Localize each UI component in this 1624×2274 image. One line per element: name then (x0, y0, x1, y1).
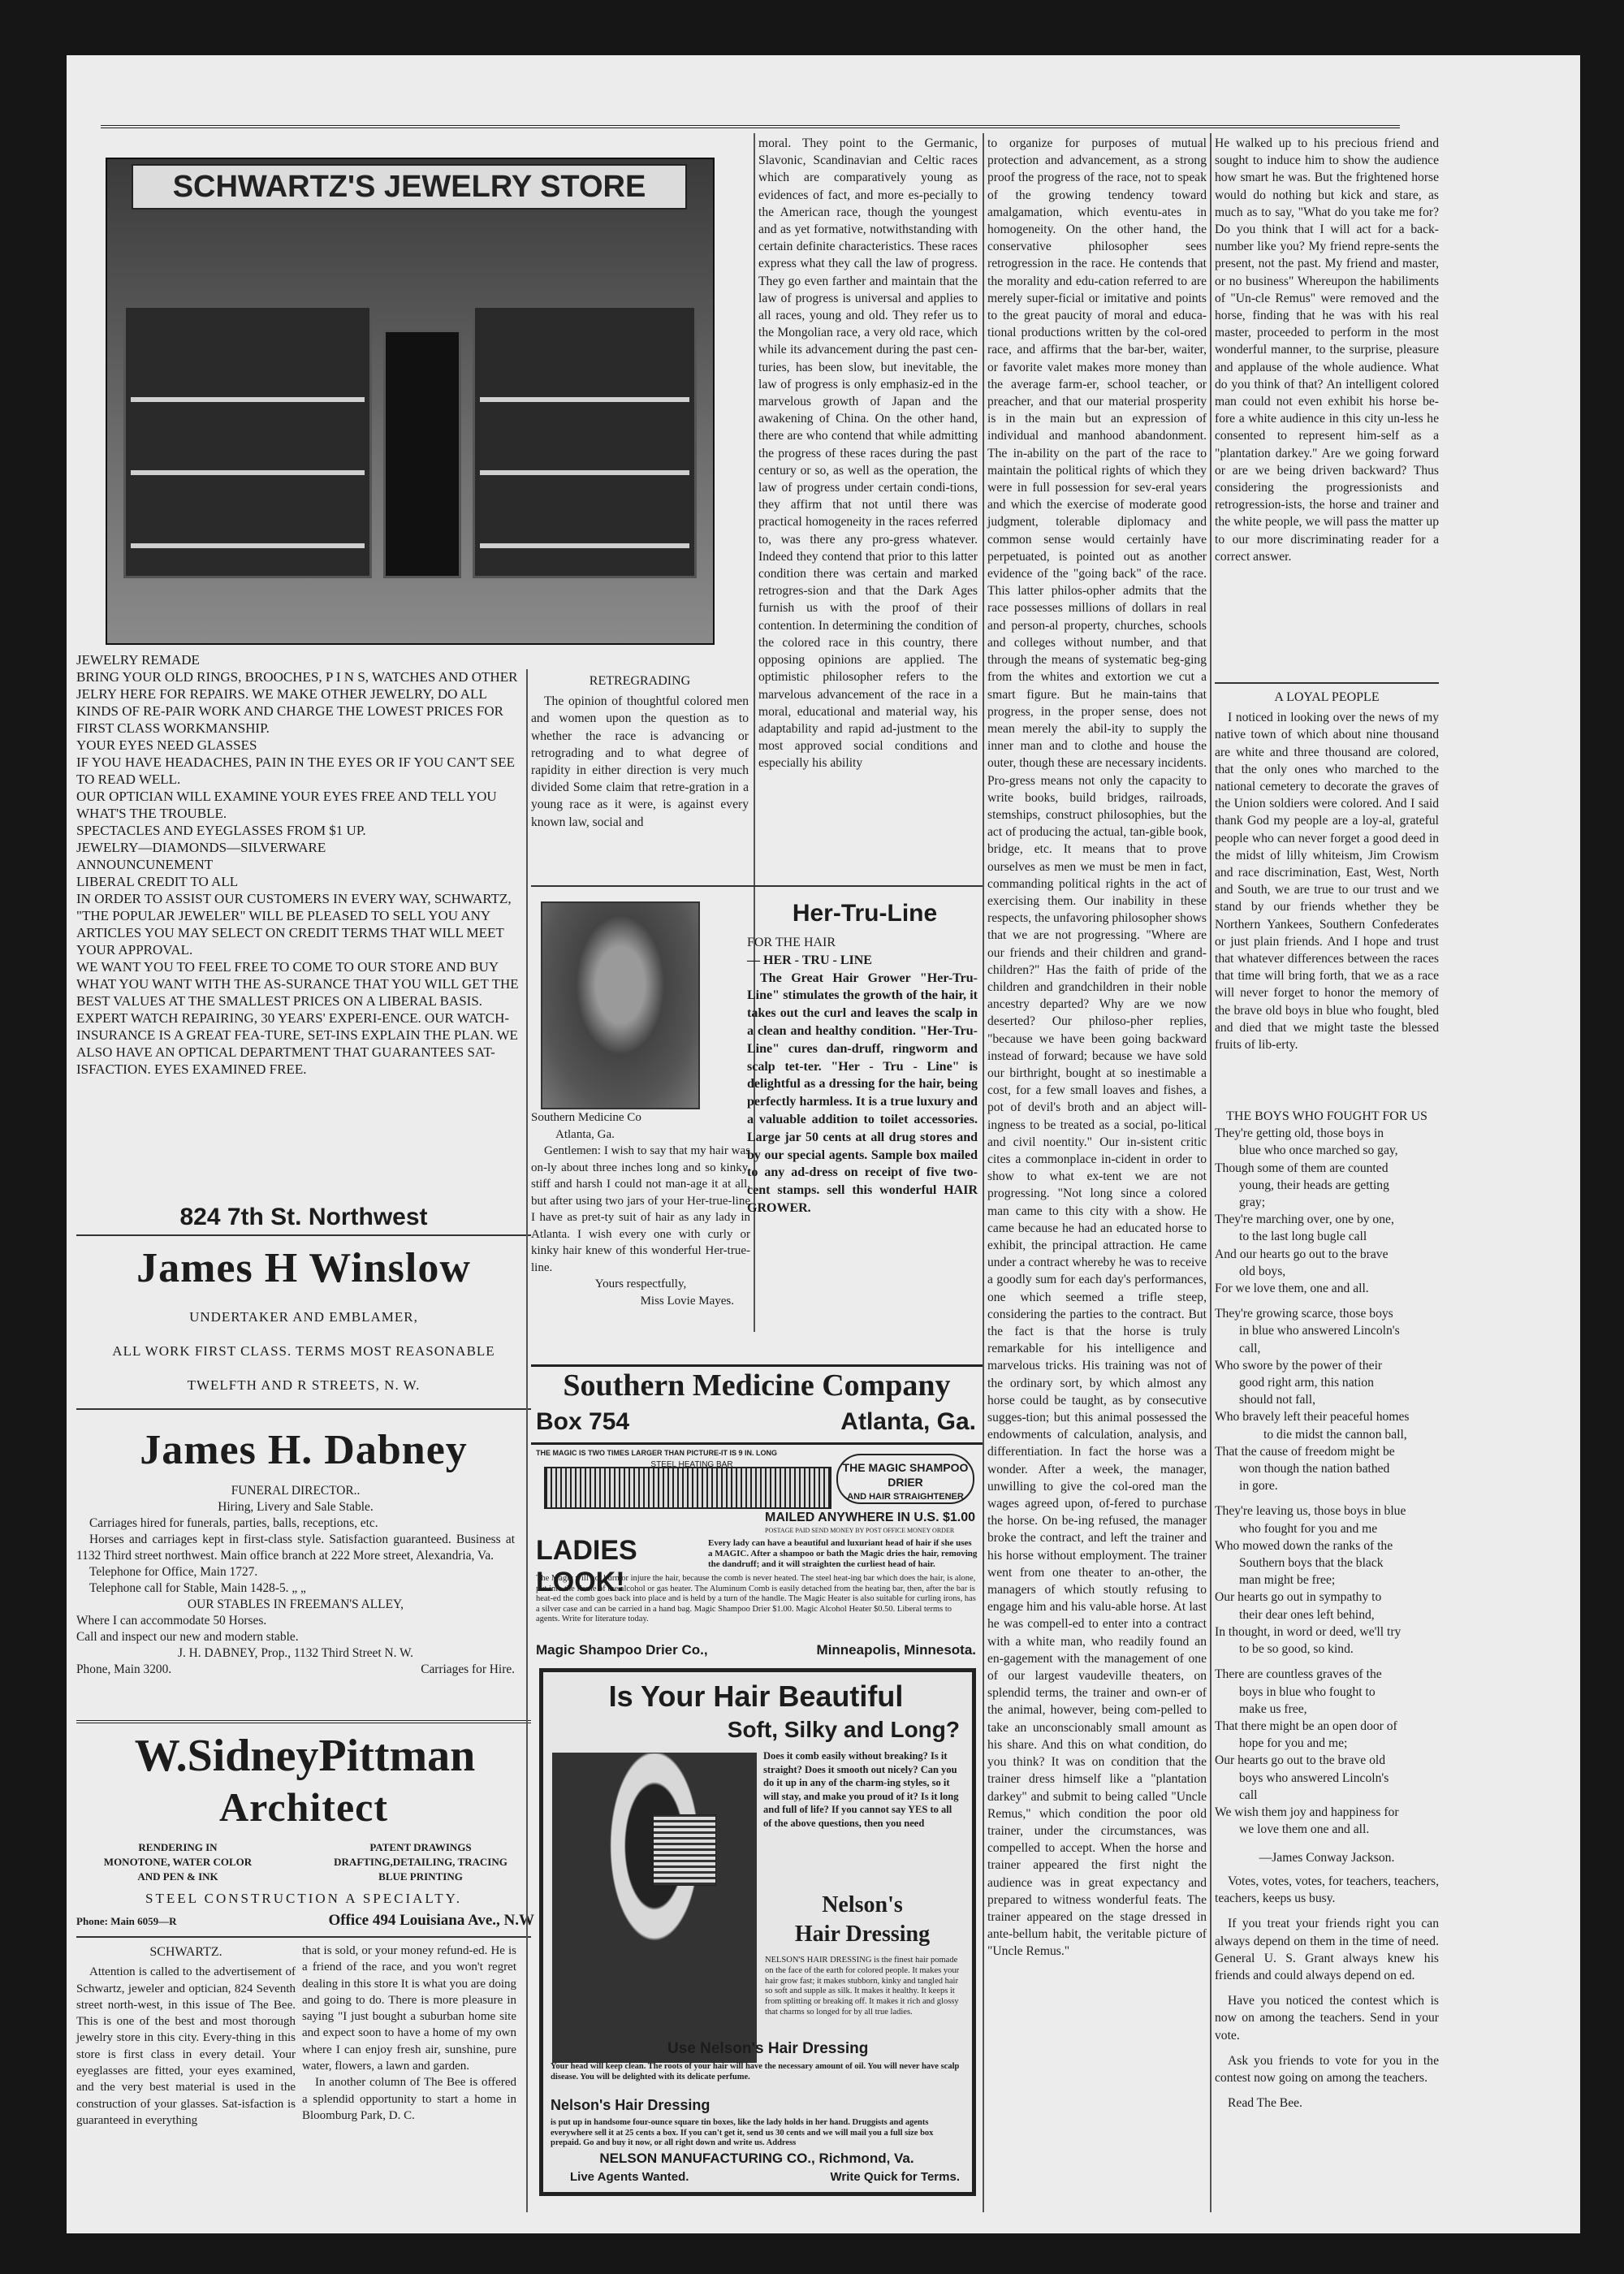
retrograding-col2 (758, 135, 978, 877)
dabney-ad (76, 1483, 515, 1718)
dabney-l6: OUR STABLES IN FREEMAN'S ALLEY, (188, 1597, 404, 1611)
poem-line: And our hearts go out to the brave (1215, 1247, 1389, 1261)
hertruline-body (747, 934, 978, 1332)
divider (531, 885, 983, 887)
winslow-name: James H Winslow (136, 1245, 471, 1291)
hertruline-body-text: The Great Hair Grower "Her-Tru-Line" stimulates the growth of the hair, it takes out the curl and leaves the scalp in a clean and healthy condition. "Her-Tru-Line" cures dan-druff, ringworm and scalp tet-ter. "Her - Tru - Line" is delightful as a dressing for the hair, being perfectly harmless. It is a true luxury and a valuable addition to toilet accessories. Large jar 50 cents at all drug stores and by our special agents. Sample box mailed to any ad-dress on receipt of five two-cent stamps. sell this wonderful HAIR GROWER. (747, 971, 978, 1215)
poem-line (1215, 1494, 1439, 1502)
divider (76, 1936, 531, 1938)
divider (531, 1364, 983, 1367)
poem-line: good right arm, this nation (1239, 1376, 1374, 1390)
poem-line: Southern boys that the black (1239, 1556, 1384, 1571)
dabney-l5: Telephone call for Stable, Main 1428-5. „ „ (89, 1581, 306, 1595)
column-rule (983, 133, 984, 2212)
jewelry-line: JEWELRY REMADE (76, 652, 200, 668)
magic-mailed: MAILED ANYWHERE IN U.S. $1.00 (765, 1511, 976, 1524)
nelson-company: NELSON MANUFACTURING CO., Richmond, Va. (599, 2151, 914, 2166)
poem-line: in gore. (1239, 1479, 1278, 1494)
poem-line: hope for you and me; (1239, 1736, 1348, 1751)
dabney-l4: Telephone for Office, Main 1727. (89, 1565, 258, 1579)
poem-head: THE BOYS WHO FOUGHT FOR US (1226, 1109, 1427, 1123)
southern-medicine-company: Southern Medicine Company (563, 1368, 951, 1403)
poem-line: Who swore by the power of their (1215, 1358, 1383, 1373)
votes-p4: Ask you friends to vote for you in the contest now going on among the teachers. (1215, 2053, 1439, 2086)
schwartz-note-col2 (302, 1943, 516, 2211)
poem-line: to be so good, so kind. (1239, 1642, 1354, 1657)
winslow-line-2: ALL WORK FIRST CLASS. TERMS MOST REASONABLE (112, 1343, 495, 1359)
votes-p2: If you treat your friends right you can always depend on them in the time of need. General U. S. Grant always knew his friends and could always depend on ed. (1215, 1917, 1439, 1983)
schwartz-note-text: In another column of The Bee is offered a splendid opportunity to start a home in Bloomburg Park, D. C. (302, 2076, 516, 2122)
store-door (383, 330, 461, 578)
magic-city: Minneapolis, Minnesota. (816, 1642, 976, 1658)
loyal-head: A LOYAL PEOPLE (1274, 690, 1380, 704)
votes-notes (1215, 1873, 1439, 2211)
dabney-l1: Hiring, Livery and Sale Stable. (218, 1500, 374, 1514)
nelson-questions: Does it comb easily without breaking? Is it straight? Does it smooth out nicely? Can you do it up in any of the charm-ing styles, so it will stay, and make you proud of it? Is it long and full of life? If you cannot say YES to all of the above questions, then you need (763, 1750, 959, 1829)
poem-line: make us free, (1239, 1701, 1307, 1716)
jewelry-line: YOUR EYES NEED GLASSES (76, 737, 257, 753)
portrait-image (541, 901, 700, 1109)
column-rule (1210, 133, 1212, 2212)
divider (76, 1408, 531, 1410)
jewelry-line: IF YOU HAVE HEADACHES, PAIN IN THE EYES OR IF YOU CAN'T SEE TO READ WELL. (76, 754, 516, 787)
article-text: moral. They point to the Germanic, Slavonic, Scandinavian and Celtic races which are comparatively young as evidences of fact, and more es-pecially to the American race, though the youngest and as yet formative, notwithstanding with certain definite characteristics. These races express what they call the law of progress. They go even farther and maintain that the law of progress is universal and applies to all races, young and old. They refer us to the Mongolian race, a very old race, which while its advancement during the past cen-turies, has been slow, but inevitable, the law of progress is only emphasiz-ed in the marvelous growth of Japan and the awakening of China. On the other hand, there are who contend that while admitting the progress of these races during the past century or so, as well as the operation, the law of progress under certain condi-tions, they affirm that not until there was practical homogeneity in the races referred to, was there any pro-gress whatever. Indeed they contend that prior to this latter condition there was certain and marked retrogres-sion and that the Dark Ages furnish us with the proof of their contention. In determining the condition of the colored race in this country, there opposing opinions are applied. The optimistic philosopher refers to the marvelous advancement of the race in a moral, educational and material way, his adaptability and rapid ad-justment to the most approved social conditions and especially his ability (758, 136, 978, 771)
magic-bar: STEEL HEATING BAR (650, 1460, 733, 1469)
poem-line: That the cause of freedom might be (1215, 1444, 1395, 1459)
winslow-line-3: TWELFTH AND R STREETS, N. W. (187, 1377, 421, 1393)
dabney-hire: Carriages for Hire. (421, 1662, 515, 1676)
retrograding-col4 (1215, 135, 1439, 674)
newspaper-page (67, 55, 1580, 2233)
votes-p1: Votes, votes, votes, for teachers, teachers, teachers, keeps us busy. (1215, 1874, 1439, 1906)
pittman-phone: Phone: Main 6059—R (76, 1915, 177, 1927)
dabney-title: FUNERAL DIRECTOR.. (231, 1484, 361, 1498)
pittman-right: PATENT DRAWINGS DRAFTING,DETAILING, TRACING BLUE PRINTING (334, 1841, 508, 1883)
jewelry-line: SPECTACLES AND EYEGLASSES FROM $1 UP. (76, 823, 366, 838)
schwartz-note-text: Attention is called to the advertisement of Schwartz, jeweler and optician, 824 Seventh street north-west, in this issue of The Bee. This is one of the best and most thorough jewelry store in this city. Every-thing in this store is first class in every detail. Your eyeglasses are fitted, your eyes examined, and the very best material is used in the construction of your glasses. Sat-isfaction is guaranteed in everything (76, 1965, 296, 2127)
nelson-desc: NELSON'S HAIR DRESSING is the finest hair pomade on the face of the earth for colored people. It makes your hair grow fast; it makes stubborn, kinky and tangled hair so soft and supple as silk. It makes it healthy. It keeps it from splitting or breaking off. It makes it rich and glossy that charms so longed for by all true ladies. (765, 1956, 960, 2017)
hertruline-sign-1: Yours respectfully, (594, 1278, 687, 1290)
comb-image (544, 1467, 831, 1509)
votes-p5: Read The Bee. (1228, 2096, 1302, 2111)
magic-small: The Magic will not burn or injure the hair, because the comb is never heated. The steel heat-ing bar which does the hair, is alone, put into the flame of the alcohol or gas heater. The Aluminum Comb is easily detached from the heating bar, then, after the bar is heat-ed the comb goes back into place and is held by a turn of the handle. The Magic Heater is also suitable for curling irons, has a silver case and can be carried in a hand bag. Magic Shampoo Drier $1.00. Magic Alcohol Heater $0.50. Liberal terms to agents. Write for literature today. (536, 1574, 976, 1623)
poem-line: That there might be an open door of (1215, 1718, 1397, 1733)
poem-line: call, (1239, 1341, 1261, 1355)
poem-line: boys who answered Lincoln's (1239, 1770, 1389, 1785)
jewelry-address: 824 7th St. Northwest (179, 1204, 428, 1230)
magic-side: Every lady can have a beautiful and luxuriant head of hair if she uses a MAGIC. After a shampoo or bath the Magic dries the hair, removing the dandruff; and it will straighten the curliest head of hair. (708, 1538, 978, 1569)
divider (1215, 682, 1439, 684)
divider (531, 1442, 983, 1445)
poem-line: They're marching over, one by one, (1215, 1213, 1394, 1227)
poem-line (1215, 1297, 1439, 1305)
poem-line: There are countless graves of the (1215, 1667, 1382, 1682)
store-window-right (473, 305, 697, 578)
poem-line: gray; (1239, 1195, 1266, 1210)
poem-line: boys in blue who fought to (1239, 1684, 1376, 1699)
lady-image (552, 1753, 757, 2063)
pittman-title: Architect (219, 1784, 388, 1830)
jewelry-line: LIBERAL CREDIT TO ALL (76, 874, 239, 889)
article-text: He walked up to his precious friend and sought to induce him to show the audience how smart he was. But the frightened horse would do nothing but kick and stare, as much as to say, "What do you take me for? Do you think that I will act for a back-number like you? My friend repre-sents the present, not the past. My friend and master, or no business" Whereupon the habiliments of "Un-cle Remus" were removed and the horse, finding that he was with his real master, proceeded to perform in the most wonderful manner, to the surprise, pleasure and applause of the whole audience. What do you think of that? An intelligent colored man could not even exhibit his horse be-fore a white audience in this city un-less he consented to represent him-self as a "plantation darkey." Are we going forward or are we being driven backward? Thus considering the progressionists and retrogression-ists, the horse and trainer and the white people, we will pass the matter up to our more discriminating reader for a correct answer. (1215, 136, 1439, 564)
poem-line: blue who once marched so gay, (1239, 1143, 1398, 1158)
poem-line: In thought, in word or deed, we'll try (1215, 1624, 1402, 1639)
product-box-image (653, 1814, 716, 1886)
column-rule (526, 669, 528, 2212)
hertruline-l1: FOR THE HAIR (747, 936, 836, 949)
jewelry-line: EXPERT WATCH REPAIRING, 30 YEARS' EXPERI-ENCE. OUR WATCH-INSURANCE IS A GREAT FEA-TURE, SET-INS EXPLAIN THE PLAN. WE ALSO HAVE AN OPTICAL DEPARTMENT THAT GUARANTEES SAT-ISFACTION. EYES EXAMINED FREE. (76, 1010, 518, 1077)
poem-line: their dear ones left behind, (1239, 1607, 1375, 1622)
article-text: to organize for purposes of mutual protection and advancement, as a strong proof the progress of the race, not to speak of the growing tendency toward amalgamation, which eventu-ates in homogeneity. On the other hand, the conservative philosopher sees retrogression in the race. He contends that the morality and edu-cation referred to are merely super-ficial or imitative and points to the great paucity of moral and educa-tional productions written by the col-ored race, and affirms that the bar-ber, waiter, or favorite valet makes more money than the average farm-er, school teacher, or preacher, and that our material prosperity is in the main but an expression of individual and manhood abandonment. The in-ability on the part of the race to maintain the political rights of which they were in full possession for sev-eral years and which the exercise of moderate good judgment, tolerable diplomacy and common sense would certainly have perpetuated, is pointed out as another evidence of the "going back" of the race. This latter philos-opher admits that the race possesses millions of dollars in real and person-al property, churches, schools and colleges without number, and that through the means of systematic beg-ging from the whites and extortion we cut a smart figure. But he main-tains that progress, in the proper sense, does not mean merely the abil-ity to supply the inner man and to clothe and house the outer, though these are necessary incidents. Pro-gress means not only the capacity to write books, build bridges, railroads, stemships, construct philosophies, but the act of producing the actual, tan-gible book, bridge, etc. It means that to prove ourselves as men we must be men in fact, commanding political rights in the act of exercising them. Our inability in these respects, the unfavoring philosopher shows that we are not progressing. "Where are our friends and their children and grand-children?" Has the faith of pride of the children and grandchildren in their noble ancestry departed? Why are we now deserted? Our philoso-pher replies, "because we have been going backward instead of forward; because we have sold our birthright, bought at so inestimable a cost, for a few small loaves and fishes, a pot of devil's broth and an abject will-ingness to be treated as a social, po-litical and civil noentity." Our in-sistent critic cites a commonplace in-cident in order to show to what ex-tent we are not progressing. "Not long since a colored man came to this city with a show. He came because he had an educated horse to exhibit, the principal attraction. He came under a contract whereby he was to receive a goodly sum for each day's performances, one which seemed a trifle steep, considering the parties to the contract. But the fact is that the horse is truly remarkable for his intelligence and marvelous tricks. His training was not of the ordinary sort, by which almost any horse could be taught, as by consecutive sugges-tion; but this animal possessed the endowments of calculation, analysis, and differentiation. In fact the horse was a wonder. After a week, the manager, unwilling to give the col-ored man the wages agreed upon, of-fered to purchase the horse. On be-ing refused, the manager broke the contract, and left the trainer and his horse without employment. The trainer went from one theater to an-other, the managers of which stoutly refusing to engage him and his valu-able horse. At last he was compell-ed to enter into a contract with a white man, who readily found an en-gagement with the management of one of our largest vaudeville theaters, on splendid terms, the trainer and own-er of the animal, however, being com-pelled to take an unconscionably small amount as his share. And this on what condition, do you think? It was on condition that the trainer dress himself like a "plantation darkey" and submit to being called "Uncle Remus," which condition the poor old trainer, under the circumstances, was compelled to accept. When the horse and trainer appeared the first night the audience was in great expectancy and prepared to witness wonderful feats. The trainer appeared on the stage dressed in ante-bellum habit, the veritable picture of "Uncle Remus." (987, 136, 1207, 1959)
nelson-h2: Soft, Silky and Long? (727, 1717, 960, 1742)
magic-ladies: LADIES LOOK! (536, 1535, 637, 1597)
dabney-l8: Call and inspect our new and modern stable. (76, 1630, 299, 1644)
schwartz-note-col1 (76, 1943, 296, 2211)
hertruline-l2: — HER - TRU - LINE (747, 953, 872, 967)
loyal-people (1215, 687, 1439, 1103)
poem-line: who fought for you and me (1239, 1521, 1378, 1536)
jewelry-line: OUR OPTICIAN WILL EXAMINE YOUR EYES FREE AND TELL YOU WHAT'S THE TROUBLE. (76, 789, 497, 821)
pittman-name: W.SidneyPittman (134, 1731, 476, 1781)
magic-company: Magic Shampoo Drier Co., (536, 1642, 708, 1658)
nelson-price-2: is put up in handsome four-ounce square tin boxes, like the lady holds in her hand. Druggists and agents everywhere sell it at 25 cents a box. If you can't get it, send us 30 cents and we will mail you a full size box prepaid. Go and buy it now, or all right down and write us. Address (551, 2118, 934, 2147)
jewelry-line: JEWELRY—DIAMONDS—SILVERWARE (76, 840, 326, 855)
poem-line: They're getting old, those boys in (1215, 1126, 1384, 1141)
poem-line: to the last long bugle call (1239, 1230, 1367, 1244)
poem-author: —James Conway Jackson. (1259, 1851, 1395, 1865)
top-rule (101, 125, 1400, 128)
schwartz-note-head: SCHWARTZ. (149, 1945, 222, 1959)
poem-line: They're leaving us, those boys in blue (1215, 1504, 1406, 1519)
poem-line: Though some of them are counted (1215, 1161, 1389, 1175)
jewelry-ad-text (76, 651, 531, 1215)
retrograding-col1 (531, 671, 749, 879)
dabney-l9: J. H. DABNEY, Prop., 1132 Third Street N. W. (177, 1646, 413, 1660)
loyal-text: I noticed in looking over the news of my native town of which about nine thousand are white and three thousand are colored, that the only ones who marched to the national cemetery to decorate the graves of the Union soldiers were colored. And I said thank God my people are a loy-al, grateful people who can never forget a good deed in the midst of lilly whiteism, Jim Crowism and race discrimination, East, West, North and South, we are true to our trust and we stand by our friends whether they be Northern Yankees, Southern Confederates or just plain friends. And I hope and trust that whatever differences between the races that time will bring forth, that we as a race will never forget to honor the memory of the brave old boys in blue who fought, bled and died that we might taste the blessed fruits of lib-erty. (1215, 711, 1439, 1053)
jewelry-line: BRING YOUR OLD RINGS, BROOCHES, P I N S, WATCHES AND OTHER JELRY HERE FOR REPAIRS. WE MAKE OTHER JEWELRY, DO ALL KINDS OF RE-PAIR WORK AND CHARGE THE LOWEST PRICES FOR FIRST CLASS WORKMANSHIP. (76, 669, 518, 736)
retrograding-col3 (987, 135, 1207, 2207)
votes-p3: Have you noticed the contest which is now on among the teachers. Send in your vote. (1215, 1994, 1439, 2043)
poem-line: old boys, (1239, 1264, 1286, 1278)
pittman-left: RENDERING IN MONOTONE, WATER COLOR AND PEN & INK (103, 1841, 253, 1883)
nelson-write: Write Quick for Terms. (830, 2170, 960, 2184)
poem-line: in blue who answered Lincoln's (1239, 1324, 1400, 1338)
dabney-l2: Carriages hired for funerals, parties, balls, receptions, etc. (89, 1516, 378, 1530)
poem-line: Who bravely left their peaceful homes (1215, 1410, 1410, 1424)
dabney-l7: Where I can accommodate 50 Horses. (76, 1614, 267, 1628)
pittman-office: Office 494 Louisiana Ave., N.W (328, 1912, 534, 1929)
nelson-use: Use Nelson's Hair Dressing (667, 2040, 869, 2057)
schwartz-note-text: that is sold, or your money refund-ed. He is a friend of the race, and you won't regret dealing in this store It is what you are doing and going to do. There is more pleasure in saying "I just bought a suburban home site and expect soon to have a home of my own where I can enjoy fresh air, sunshine, pure water, flowers, a lawn and garden. (302, 1944, 516, 2073)
poem-line: call (1239, 1788, 1258, 1802)
poem-line: For we love them, one and all. (1215, 1282, 1369, 1296)
southern-medicine-city: Atlanta, Ga. (840, 1408, 976, 1435)
poem-line: We wish them joy and happiness for (1215, 1805, 1399, 1819)
magic-top: THE MAGIC IS TWO TIMES LARGER THAN PICTURE-IT IS 9 IN. LONG (536, 1449, 777, 1457)
hertruline-caption-2: Atlanta, Ga. (555, 1127, 615, 1141)
divider (76, 1234, 531, 1236)
poem-line: should not fall, (1239, 1393, 1315, 1407)
hertruline-title: Her-Tru-Line (792, 900, 938, 927)
jewelry-line: IN ORDER TO ASSIST OUR CUSTOMERS IN EVERY WAY, SCHWARTZ, "THE POPULAR JEWELER" WILL BE PLEASED TO SELL YOU ANY ARTICLES YOU MAY SELECT ON CREDIT TERMS THAT WILL MEET YOUR APPROVAL. (76, 891, 512, 958)
store-sign: SCHWARTZ'S JEWELRY STORE (132, 164, 687, 210)
poem-line: Our hearts go out in sympathy to (1215, 1590, 1382, 1605)
store-window-left (123, 305, 372, 578)
poem-line: young, their heads are getting (1239, 1178, 1389, 1192)
poem-line: won though the nation bathed (1239, 1462, 1390, 1476)
southern-medicine-box: Box 754 (536, 1408, 630, 1435)
winslow-line-1: UNDERTAKER AND EMBLAMER, (189, 1309, 418, 1325)
nelson-use-2: Your head will keep clean. The roots of your hair will have the necessary amount of oil. You will never have scalp disease. You will be delighted with its delicate perfume. (551, 2062, 960, 2082)
nelson-agents: Live Agents Wanted. (570, 2170, 689, 2184)
dabney-l3: Horses and carriages kept in first-class style. Satisfaction guaranteed. Business at 1132 Third street northwest. Main office branch at 222 More street, Alexandria, Va. (76, 1533, 515, 1563)
dabney-name: James H. Dabney (140, 1427, 468, 1473)
poem (1215, 1108, 1439, 1865)
hertruline-letter-text: Gentlemen: I wish to say that my hair was on-ly about three inches long and so kinky, stiff and harsh I could not man-age it at all, but after using two jars of your Her-true-line I have as pret-ty suit of hair as any lady in Atlanta. I wish every one with curly or kinky hair knew of this wonderful Her-true-line. (531, 1144, 750, 1274)
poem-line: Our hearts go out to the brave old (1215, 1753, 1386, 1768)
nelson-price: Nelson's Hair Dressing (551, 2097, 710, 2113)
hertruline-caption-1: Southern Medicine Co (531, 1111, 641, 1124)
nelson-name-2: Hair Dressing (794, 1922, 931, 1947)
poem-line: man might be free; (1239, 1573, 1336, 1588)
poem-line: They're growing scarce, those boys (1215, 1307, 1393, 1321)
poem-line: Who mowed down the ranks of the (1215, 1538, 1393, 1553)
poem-line: to die midst the cannon ball, (1263, 1427, 1407, 1442)
hertruline-sign-2: Miss Lovie Mayes. (640, 1294, 734, 1308)
jewelry-line: ANNOUNCUNEMENT (76, 857, 214, 872)
magic-mailed-2: POSTAGE PAID SEND MONEY BY POST OFFICE MONEY ORDER (765, 1527, 955, 1534)
poem-line (1215, 1658, 1439, 1666)
magic-badge: THE MAGIC SHAMPOO DRIER AND HAIR STRAIGHTENER (836, 1454, 974, 1504)
poem-line: we love them one and all. (1239, 1822, 1370, 1837)
jewelry-store-photo (106, 158, 715, 645)
dabney-phone: Phone, Main 3200. (76, 1662, 172, 1676)
divider (76, 1720, 531, 1723)
jewelry-line: WE WANT YOU TO FEEL FREE TO COME TO OUR STORE AND BUY WHAT YOU WANT WITH THE AS-SURANCE THAT YOU WILL GET THE BEST VALUES AT THE SMALLEST PRICES ON A LIBERAL BASIS. (76, 959, 519, 1009)
article-text: The opinion of thoughtful colored men and women upon the question as to whether the race is advancing or retrograding and to what degree of rapidity in either direction is very much divided Some claim that retre-gration in a young race as it were, is against every known law, social and (531, 694, 749, 829)
pittman-steel: STEEL CONSTRUCTION A SPECIALTY. (145, 1891, 462, 1906)
nelson-h1: Is Your Hair Beautiful (608, 1680, 904, 1713)
poem-lines (1215, 1125, 1439, 1838)
nelson-name-1: Nelson's (822, 1892, 903, 1917)
hertruline-letter (531, 1109, 750, 1366)
retrograding-head: RETREGRADING (589, 674, 691, 688)
